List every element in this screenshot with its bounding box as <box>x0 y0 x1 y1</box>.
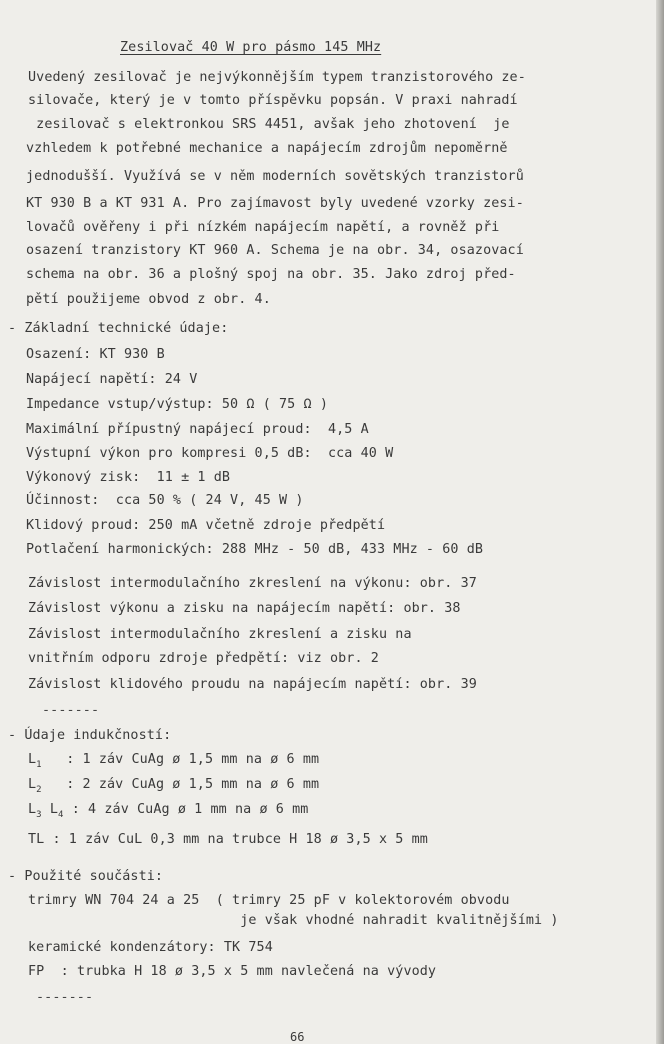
inductor-row <box>28 802 308 819</box>
parts-line: je však vhodné nahradit kvalitnějšími ) <box>28 913 559 928</box>
intro-line: schema na obr. 36 a plošný spoj na obr. 35. Jako zdroj před- <box>26 267 516 282</box>
tech-item: Výkonový zisk: 11 ± 1 dB <box>26 470 231 485</box>
tech-item: Výstupní výkon pro kompresi 0,5 dB: cca 40 W <box>26 446 394 461</box>
intro-line: pětí použijeme obvod z obr. 4. <box>26 292 271 307</box>
page-number: 66 <box>290 1030 305 1044</box>
dependency-line: Závislost výkonu a zisku na napájecím napětí: obr. 38 <box>28 601 461 616</box>
inductor-index: 2 <box>36 785 42 795</box>
dependency-line: Závislost intermodulačního zkreslení a zisku na <box>28 627 412 642</box>
intro-line: osazení tranzistory KT 960 A. Schema je na obr. 34, osazovací <box>26 243 524 258</box>
inductor-label: L <box>28 777 37 792</box>
tech-item: Maximální přípustný napájecí proud: 4,5 A <box>26 422 369 437</box>
intro-line: silovače, který je v tomto příspěvku popsán. V praxi nahradí <box>28 93 518 108</box>
tech-heading: - Základní technické údaje: <box>8 321 229 336</box>
inductance-heading: - Údaje indukčností: <box>8 728 172 743</box>
intro-line: zesilovač s elektronkou SRS 4451, avšak jeho zhotovení je <box>28 117 510 132</box>
inductor-row <box>28 752 319 769</box>
inductor-label: L <box>28 802 37 817</box>
inductor-row <box>28 777 319 794</box>
intro-line: vzhledem k potřebné mechanice a napájecím zdrojům nepoměrně <box>26 141 508 156</box>
inductor-label: L <box>41 802 59 817</box>
inductor-spec: : 1 záv CuAg ø 1,5 mm na ø 6 mm <box>41 752 320 767</box>
tech-item: Klidový proud: 250 mA včetně zdroje předpětí <box>26 518 386 533</box>
dependency-line: Závislost klidového proudu na napájecím napětí: obr. 39 <box>28 677 477 692</box>
parts-line: trimry WN 704 24 a 25 ( trimry 25 pF v kolektorovém obvodu <box>28 893 510 908</box>
dependency-line: vnitřním odporu zdroje předpětí: viz obr. 2 <box>28 651 379 666</box>
tech-item: Účinnost: cca 50 % ( 24 V, 45 W ) <box>26 493 304 508</box>
inductor-label: L <box>28 752 37 767</box>
intro-line: jednodušší. Využívá se v něm moderních sovětských tranzistorů <box>26 169 524 184</box>
page-title: Zesilovač 40 W pro pásmo 145 MHz <box>120 40 382 55</box>
parts-line: FP : trubka H 18 ø 3,5 x 5 mm navlečená na vývody <box>28 964 437 979</box>
intro-line: lovačů ověřeny i při nízkém napájecím napětí, a rovněž při <box>26 220 500 235</box>
separator: ------- <box>42 703 100 718</box>
inductor-spec: : 2 záv CuAg ø 1,5 mm na ø 6 mm <box>41 777 320 792</box>
tech-item: Impedance vstup/výstup: 50 Ω ( 75 Ω ) <box>26 397 328 412</box>
inductor-index: 4 <box>58 810 64 820</box>
intro-line: KT 930 B a KT 931 A. Pro zajímavost byly uvedené vzorky zesi- <box>26 196 524 211</box>
tech-item: Potlačení harmonických: 288 MHz - 50 dB, 433 MHz - 60 dB <box>26 542 484 557</box>
inductor-index: 3 <box>36 810 42 820</box>
parts-heading: - Použité součásti: <box>8 869 164 884</box>
tl-line: TL : 1 záv CuL 0,3 mm na trubce H 18 ø 3,5 x 5 mm <box>28 832 428 847</box>
separator: ------- <box>36 990 94 1005</box>
inductor-index: 1 <box>36 760 42 770</box>
intro-line: Uvedený zesilovač je nejvýkonnějším typem tranzistorového ze- <box>28 70 526 85</box>
tech-item: Osazení: KT 930 B <box>26 347 165 362</box>
parts-line: keramické kondenzátory: TK 754 <box>28 940 273 955</box>
dependency-line: Závislost intermodulačního zkreslení na výkonu: obr. 37 <box>28 576 477 591</box>
inductor-spec: : 4 záv CuAg ø 1 mm na ø 6 mm <box>63 802 309 817</box>
page-edge-shadow <box>656 0 664 1044</box>
tech-item: Napájecí napětí: 24 V <box>26 372 198 387</box>
